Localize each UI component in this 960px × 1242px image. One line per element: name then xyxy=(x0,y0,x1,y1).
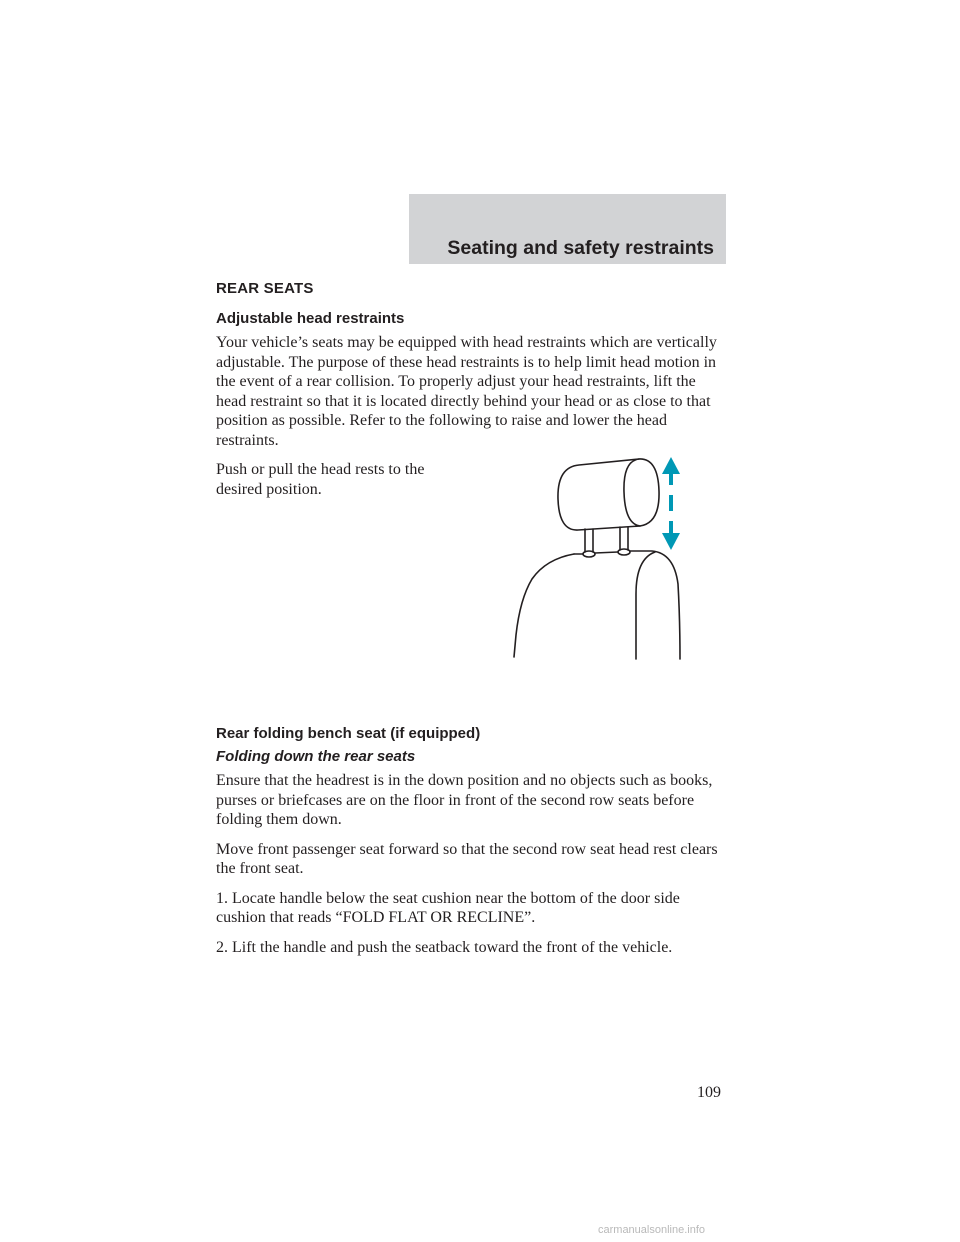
fold-paragraph: Ensure that the headrest is in the down position and no objects such as books, purses or briefcases are on the floor in front of the second row seats before folding them down. xyxy=(216,772,713,828)
section-header-title: Seating and safety restraints xyxy=(447,237,714,259)
page-number: 109 xyxy=(697,1084,721,1101)
fold-down-subheading: Folding down the rear seats xyxy=(216,748,416,765)
page-content xyxy=(216,280,728,967)
section-title: REAR SEATS xyxy=(216,280,314,297)
head-restraint-figure-row xyxy=(216,460,728,725)
fold-step: 2. Lift the handle and push the seatback toward the front of the vehicle. xyxy=(216,938,673,956)
head-restraints-paragraph: Your vehicle’s seats may be equipped with head restraints which are vertically adjustable. The purpose of these head restraints is to help limit head motion in the event of a rear collision. To properly adjust your head restraints, lift the head restraint so that it is located directly behind your head or as close to that position as possible. Refer to the following to raise and lower the head restraints. xyxy=(216,334,717,449)
watermark: carmanualsonline.info xyxy=(598,1224,706,1236)
fold-paragraph: Move front passenger seat forward so that the second row seat head rest clears the front seat. xyxy=(216,840,718,877)
bench-seat-heading: Rear folding bench seat (if equipped) xyxy=(216,725,481,742)
section-header-band xyxy=(409,194,726,264)
head-restraint-adjust-icon xyxy=(512,449,712,711)
head-restraints-heading: Adjustable head restraints xyxy=(216,310,405,327)
fold-step: 1. Locate handle below the seat cushion near the bottom of the door side cushion that reads “FOLD FLAT OR RECLINE”. xyxy=(216,889,680,926)
head-restraint-instruction: Push or pull the head rests to the desired position. xyxy=(216,461,425,498)
